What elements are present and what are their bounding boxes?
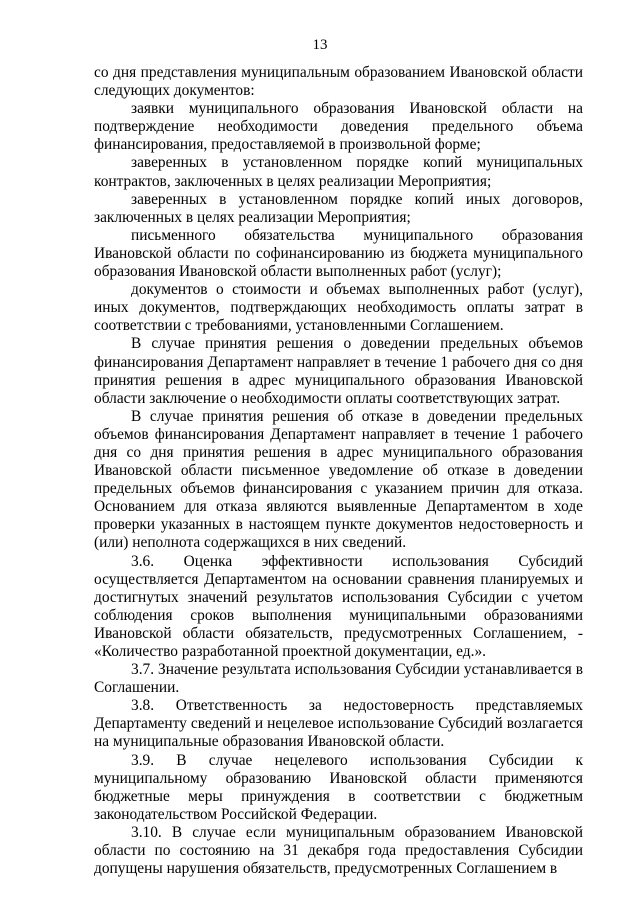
paragraph-doc-cost-documents: документов о стоимости и объемах выполненных работ (услуг), иных документов, подтверждающих необходимость оплаты затрат в соответствии с требованиями, установленными Соглашением. — [94, 281, 583, 335]
paragraph-3-6: 3.6. Оценка эффективности использования Субсидий осуществляется Департаментом на основании сравнения планируемых и достигнутых значений результатов использования Субсидии с учетом соблюдения сроков выполнения муниципальными образованиями Ивановской области обязательств, предусмотренных Соглашением, - «Количество разработанной проектной документации, ед.». — [94, 552, 583, 660]
paragraph-doc-cofinancing-obligation: письменного обязательства муниципального образования Ивановской области по софинансированию из бюджета муниципального образования Ивановской области выполненных работ (услуг); — [94, 226, 583, 281]
paragraph-doc-agreement-copies: заверенных в установленном порядке копий иных договоров, заключенных в целях реализации Мероприятия; — [94, 190, 583, 226]
paragraph-refusal-decision: В случае принятия решения об отказе в доведении предельных объемов финансирования Департамент направляет в течение 1 рабочего дня со дня принятия решения в адрес муниципального образования Ивановской области письменное уведомление об отказе в доведении предельных объемов финансирования с указанием причин для отказа. Основанием для отказа являются выявленные Департаментом в ходе проверки указанных в настоящем пункте документов недостоверность и (или) неполнота содержащихся в них сведений. — [94, 407, 583, 552]
paragraph-3-10: 3.10. В случае если муниципальным образованием Ивановской области по состоянию на 31 декабря года предоставления Субсидии допущены нарушения обязательств, предусмотренных Соглашением в — [94, 823, 583, 878]
paragraph-approval-decision: В случае принятия решения о доведении предельных объемов финансирования Департамент направляет в течение 1 рабочего дня со дня принятия решения в адрес муниципального образования Ивановской области заключение о необходимости оплаты соответствующих затрат. — [94, 335, 583, 407]
page-number: 13 — [312, 37, 328, 53]
paragraph-doc-contract-copies: заверенных в установленном порядке копий муниципальных контрактов, заключенных в целях реализации Мероприятия; — [94, 154, 583, 190]
paragraph-3-8: 3.8. Ответственность за недостоверность представляемых Департаменту сведений и нецелевое использование Субсидий возлагается на муниципальные образования Ивановской области. — [94, 697, 583, 751]
paragraph-intro-continuation: со дня представления муниципальным образованием Ивановской области следующих документов: — [94, 64, 583, 100]
paragraph-doc-application: заявки муниципального образования Ивановской области на подтверждение необходимости доведения предельного объема финансирования, предоставляемой в произвольной форме; — [94, 100, 583, 154]
paragraph-3-9: 3.9. В случае нецелевого использования Субсидии к муниципальному образованию Ивановской области применяются бюджетные меры принуждения в соответствии с бюджетным законодательством Российской Федерации. — [94, 751, 583, 823]
paragraph-3-7: 3.7. Значение результата использования Субсидии устанавливается в Соглашении. — [94, 661, 583, 697]
document-body — [94, 64, 583, 878]
